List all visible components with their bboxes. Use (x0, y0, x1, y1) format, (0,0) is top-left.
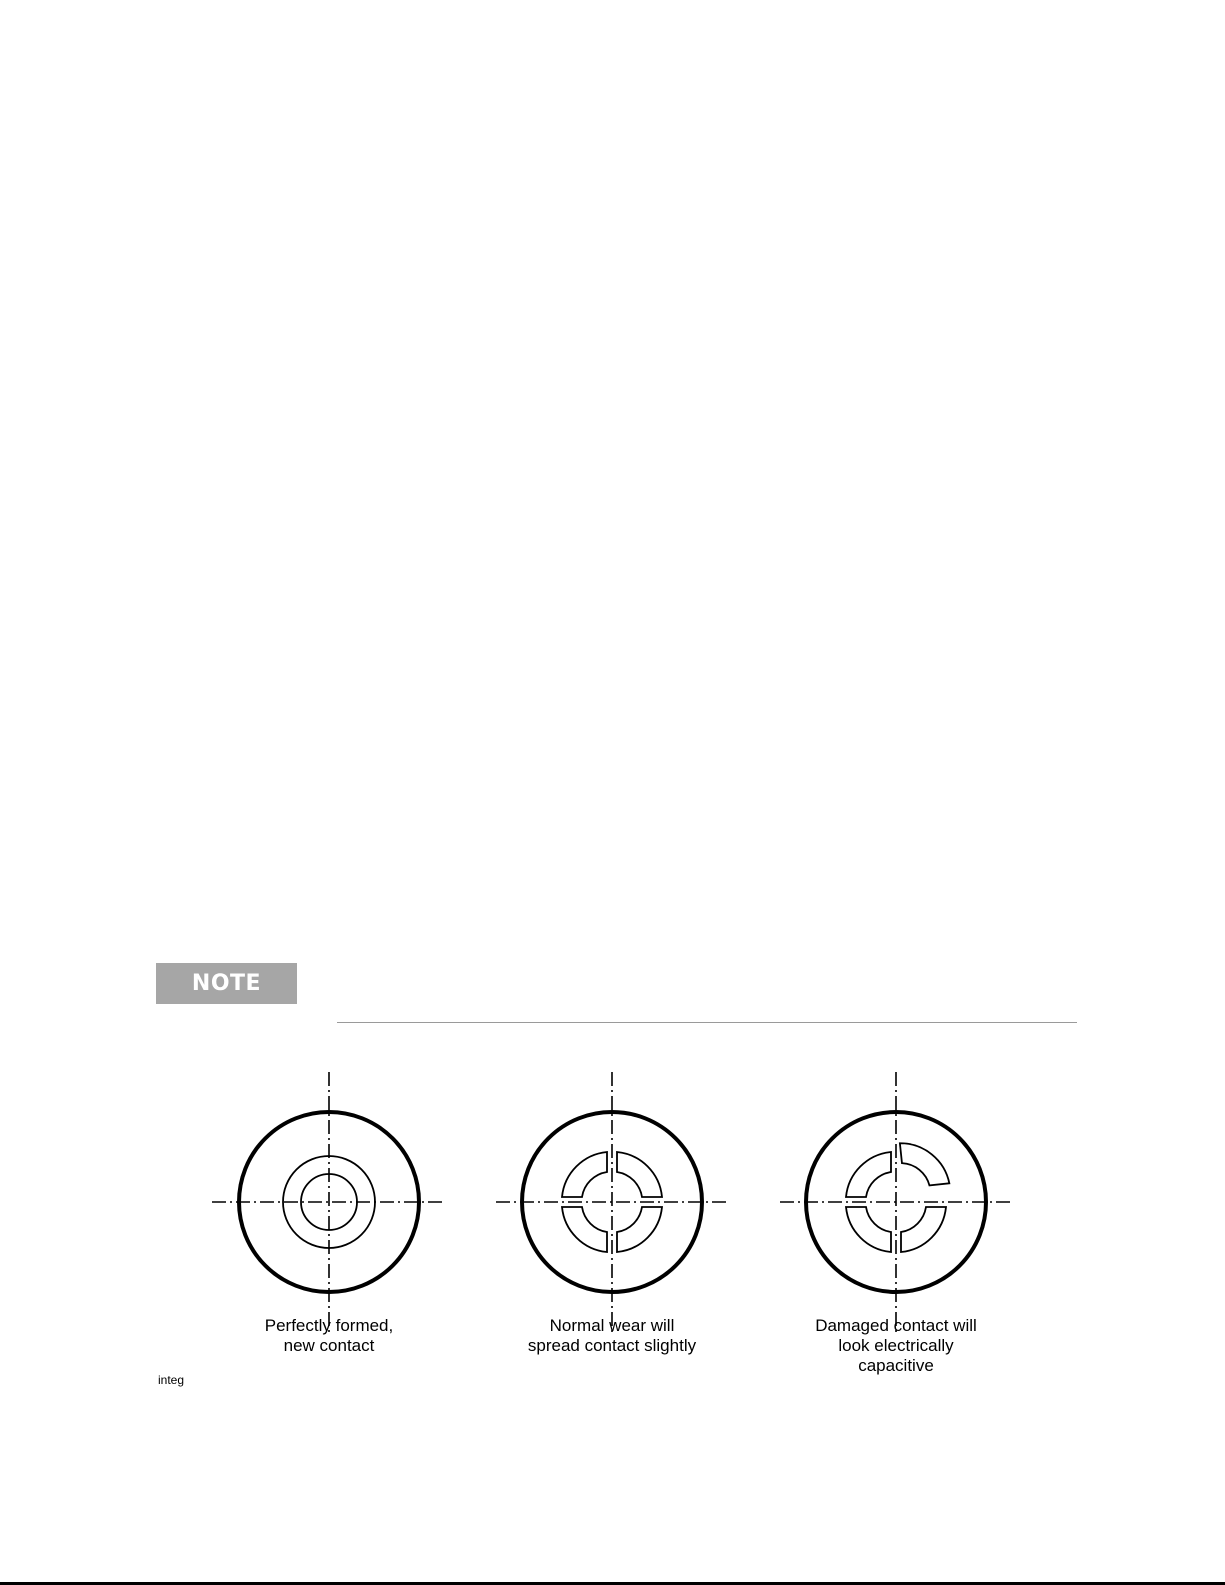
caption-new-contact (199, 1316, 459, 1356)
caption-normal-wear (482, 1316, 742, 1356)
damaged-contact-diagram (780, 1072, 1012, 1332)
caption-line: capacitive (858, 1356, 934, 1375)
contact-segment (846, 1152, 891, 1197)
note-label: NOTE (156, 963, 297, 1004)
damaged-contact-segment (900, 1139, 949, 1188)
caption-line: new contact (283, 1336, 375, 1355)
caption-line: look electrically (838, 1336, 954, 1355)
normal-wear-diagram (496, 1072, 728, 1332)
caption-line: Damaged contact will (815, 1316, 977, 1335)
contact-segment (901, 1207, 946, 1252)
truncated-text: integ (158, 1373, 185, 1387)
contact-segment (562, 1207, 607, 1252)
caption-line: Normal wear will (549, 1316, 675, 1335)
contact-segment (617, 1207, 662, 1252)
new-contact-diagram (212, 1072, 446, 1332)
caption-damaged-contact (766, 1316, 1026, 1376)
caption-line: spread contact slightly (527, 1336, 697, 1355)
contact-segment (617, 1152, 662, 1197)
contact-segment (562, 1152, 607, 1197)
note-divider (337, 1022, 1077, 1023)
contact-segment (846, 1207, 891, 1252)
caption-line: Perfectly formed, (264, 1316, 394, 1335)
